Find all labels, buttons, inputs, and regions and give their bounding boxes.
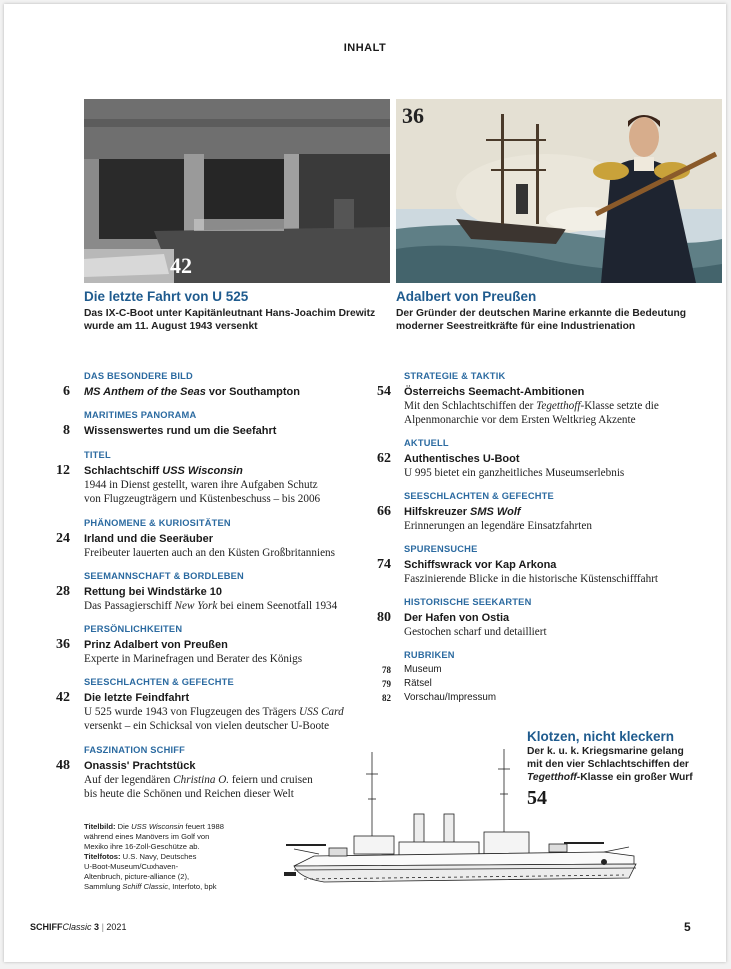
page-header: INHALT xyxy=(343,42,387,54)
section-label: DAS BESONDERE BILD xyxy=(84,371,193,381)
entry-title: Österreichs Seemacht-Ambitionen xyxy=(404,386,585,398)
section-label: SEESCHLACHTEN & GEFECHTE xyxy=(84,677,234,687)
entry-page: 6 xyxy=(63,384,70,399)
section-label: PHÄNOMENE & KURIOSITÄTEN xyxy=(84,518,231,528)
rubric-page: 79 xyxy=(382,679,391,689)
entry-page: 66 xyxy=(377,504,391,519)
section-label: RUBRIKEN xyxy=(404,650,455,660)
rubric-page: 82 xyxy=(382,693,391,703)
cover-caption: Mexiko ihre 16-Zoll-Geschütze ab. xyxy=(84,842,200,851)
cover-caption: Titelbild: Die USS Wisconsin feuert 1988 xyxy=(84,822,224,831)
entry-description: Das Passagierschiff New York bei einem Seenotfall 1934 xyxy=(84,600,338,612)
magazine-page xyxy=(4,4,726,962)
feature-text: moderner Seestreitkräfte für eine Industrienation xyxy=(396,321,636,332)
entry-title: Wissenswertes rund um die Seefahrt xyxy=(84,425,277,437)
painting-photo xyxy=(396,99,722,283)
rubric-label: Rätsel xyxy=(404,678,432,689)
entry-title: Hilfskreuzer SMS Wolf xyxy=(404,506,521,518)
section-label: HISTORISCHE SEEKARTEN xyxy=(404,597,532,607)
entry-page: 54 xyxy=(377,384,391,399)
entry-title: Die letzte Feindfahrt xyxy=(84,692,190,704)
entry-page: 28 xyxy=(56,584,70,599)
section-label: FASZINATION SCHIFF xyxy=(84,745,186,755)
entry-page: 8 xyxy=(63,423,70,438)
entry-description: Alpenmonarchie vor dem Ersten Weltkrieg Akzente xyxy=(404,414,636,426)
entry-page: 24 xyxy=(56,531,70,546)
entry-title: Schlachtschiff USS Wisconsin xyxy=(84,465,243,477)
entry-description: Erinnerungen an legendäre Einsatzfahrten xyxy=(404,520,592,532)
entry-description: Gestochen scharf und detailliert xyxy=(404,626,547,638)
entry-page: 74 xyxy=(377,557,391,572)
entry-description: von Flugzeugträgern und Küstenbeschuss – bis 2006 xyxy=(84,493,321,505)
entry-description: Faszinierende Blicke in die historische Küstenschifffahrt xyxy=(404,573,659,585)
entry-page: 42 xyxy=(56,690,70,705)
entry-description: bis heute die Schönen und Reichen dieser Welt xyxy=(84,788,294,800)
rubric-label: Vorschau/Impressum xyxy=(404,692,497,703)
entry-description: U 995 bietet ein ganzheitliches Museumserlebnis xyxy=(404,467,625,479)
teaser-title: Klotzen, nicht kleckern xyxy=(527,729,675,744)
entry-page: 12 xyxy=(56,463,70,478)
entry-title: Prinz Adalbert von Preußen xyxy=(84,639,228,651)
teaser-page-number: 54 xyxy=(527,787,547,809)
feature-title: Die letzte Fahrt von U 525 xyxy=(84,289,249,304)
entry-page: 48 xyxy=(56,758,70,773)
entry-title: Irland und die Seeräuber xyxy=(84,533,213,545)
entry-title: Schiffswrack vor Kap Arkona xyxy=(404,559,557,571)
teaser-text: Tegetthoff-Klasse ein großer Wurf xyxy=(527,772,693,783)
feature-text: Der Gründer der deutschen Marine erkannte die Bedeutung xyxy=(396,308,687,319)
teaser-text: mit den vier Schlachtschiffen der xyxy=(527,759,689,770)
section-label: MARITIMES PANORAMA xyxy=(84,410,197,420)
section-label: SEEMANNSCHAFT & BORDLEBEN xyxy=(84,571,244,581)
photo-credits: Sammlung Schiff Classic, Interfoto, bpk xyxy=(84,882,217,891)
rubric-label: Museum xyxy=(404,664,442,675)
entry-description: versenkt – ein Schicksal von vielen deutscher U-Boote xyxy=(84,720,330,732)
photo-page-number: 36 xyxy=(402,103,424,128)
page-number: 5 xyxy=(684,920,691,934)
section-label: TITEL xyxy=(84,450,111,460)
teaser-text: Der k. u. k. Kriegsmarine gelang xyxy=(527,746,684,757)
entry-title: Rettung bei Windstärke 10 xyxy=(84,586,223,598)
photo-credits: U-Boot-Museum/Cuxhaven- xyxy=(84,862,179,871)
entry-description: Auf der legendären Christina O. feiern und cruisen xyxy=(84,774,313,786)
entry-description: 1944 in Dienst gestellt, waren ihre Aufgaben Schutz xyxy=(84,479,318,491)
section-label: STRATEGIE & TAKTIK xyxy=(404,371,506,381)
cover-caption: während eines Manövers im Golf von xyxy=(84,832,210,841)
uboat-bunker-photo xyxy=(84,99,390,283)
photo-credits: Altenbruch, picture-alliance (2), xyxy=(84,872,190,881)
entry-title: Authentisches U-Boot xyxy=(404,453,520,465)
section-label: SPURENSUCHE xyxy=(404,544,478,554)
entry-description: Mit den Schlachtschiffen der Tegetthoff-Klasse setzte die xyxy=(404,400,659,412)
section-label: PERSÖNLICHKEITEN xyxy=(84,624,183,634)
feature-title: Adalbert von Preußen xyxy=(396,289,537,304)
entry-title: Der Hafen von Ostia xyxy=(404,612,510,624)
entry-description: Experte in Marinefragen und Berater des Königs xyxy=(84,653,303,665)
section-label: SEESCHLACHTEN & GEFECHTE xyxy=(404,491,554,501)
feature-text: Das IX-C-Boot unter Kapitänleutnant Hans-Joachim Drewitz xyxy=(84,308,376,319)
rubric-page: 78 xyxy=(382,665,391,675)
feature-text: wurde am 11. August 1943 versenkt xyxy=(84,321,258,332)
photo-credits: Titelfotos: U.S. Navy, Deutsches xyxy=(84,852,197,861)
photo-page-number: 42 xyxy=(170,253,192,278)
magazine-footer: SCHIFFClassic 3 | 2021 xyxy=(30,922,127,932)
entry-description: Freibeuter lauerten auch an den Küsten Großbritanniens xyxy=(84,547,336,559)
entry-title: Onassis' Prachtstück xyxy=(84,760,196,772)
entry-description: U 525 wurde 1943 von Flugzeugen des Trägers USS Card xyxy=(84,706,344,718)
entry-page: 80 xyxy=(377,610,391,625)
entry-page: 36 xyxy=(56,637,70,652)
entry-title: MS Anthem of the Seas vor Southampton xyxy=(84,386,300,398)
section-label: AKTUELL xyxy=(404,438,449,448)
battleship-drawing xyxy=(274,744,674,899)
entry-page: 62 xyxy=(377,451,391,466)
